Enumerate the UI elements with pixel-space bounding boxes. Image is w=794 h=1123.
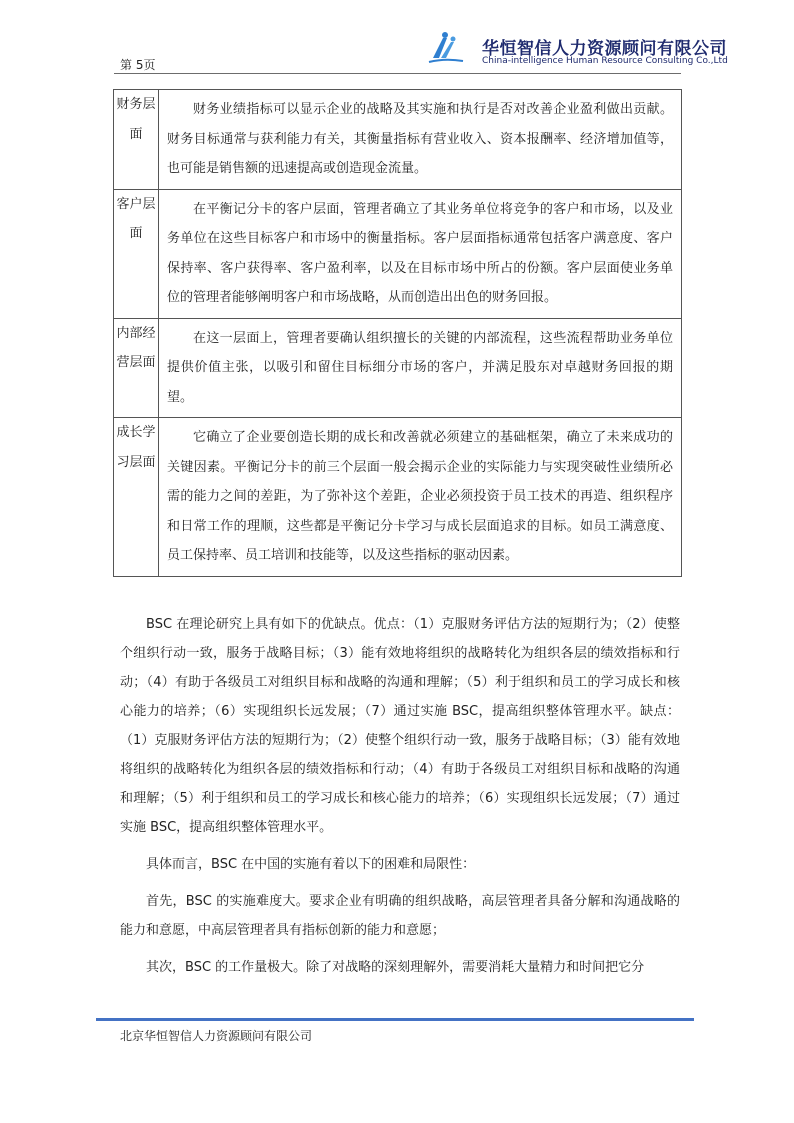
paragraph-first-difficulty: 首先，BSC 的实施难度大。要求企业有明确的组织战略，高层管理者具备分解和沟通战略的能力和意愿，中高层管理者具有指标创新的能力和意愿； <box>120 894 680 938</box>
row-label-customer: 客户层面 <box>114 189 159 318</box>
row-text-financial: 财务业绩指标可以显示企业的战略及其实施和执行是否对改善企业盈利做出贡献。财务目标通常与获利能力有关，其衡量指标有营业收入、资本报酬率、经济增加值等，也可能是销售额的迅速提高或创造现金流量。 <box>159 90 682 190</box>
table-row <box>114 318 682 418</box>
paragraph-pros-cons: BSC 在理论研究上具有如下的优缺点。优点：（1）克服财务评估方法的短期行为；（2）使整个组织行动一致，服务于战略目标；（3）能有效地将组织的战略转化为组织各层的绩效指标和行动；（4）有助于各级员工对组织目标和战略的沟通和理解；（5）利于组织和员工的学习成长和核心能力的培养；（6）实现组织长远发展；（7）通过实施 BSC，提高组织整体管理水平。缺点：（1）克服财务评估方法的短期行为；（2）使整个组织行动一致，服务于战略目标；（3）能有效地将组织的战略转化为组织各层的绩效指标和行动；（4）有助于各级员工对组织目标和战略的沟通和理解；（5）利于组织和员工的学习成长和核心能力的培养；（6）实现组织长远发展；（7）通过实施 BSC，提高组织整体管理水平。 <box>120 617 680 835</box>
row-label-learning: 成长学习层面 <box>114 418 159 577</box>
row-text-customer: 在平衡记分卡的客户层面，管理者确立了其业务单位将竞争的客户和市场，以及业务单位在这些目标客户和市场中的衡量指标。客户层面指标通常包括客户满意度、客户保持率、客户获得率、客户盈利率，以及在目标市场中所占的份额。客户层面使业务单位的管理者能够阐明客户和市场战略，从而创造出出色的财务回报。 <box>159 189 682 318</box>
table-row <box>114 418 682 577</box>
row-text-learning: 它确立了企业要创造长期的成长和改善就必须建立的基础框架，确立了未来成功的关键因素。平衡记分卡的前三个层面一般会揭示企业的实际能力与实现突破性业绩所必需的能力之间的差距，为了弥补这个差距，企业必须投资于员工技术的再造、组织程序和日常工作的理顺，这些都是平衡记分卡学习与成长层面追求的目标。如员工满意度、员工保持率、员工培训和技能等，以及这些指标的驱动因素。 <box>159 418 682 577</box>
page-number: 第 5页 <box>120 58 156 72</box>
footer-divider <box>96 1018 694 1021</box>
header-divider <box>114 73 681 74</box>
row-label-financial: 财务层面 <box>114 90 159 190</box>
table-row <box>114 189 682 318</box>
body-text <box>120 610 680 990</box>
table-row <box>114 90 682 190</box>
footer-company: 北京华恒智信人力资源顾问有限公司 <box>120 1029 313 1043</box>
row-label-internal: 内部经营层面 <box>114 318 159 418</box>
company-name-en: China-intelligence Human Resource Consulting Co.,Ltd <box>482 56 728 66</box>
company-name-cn: 华恒智信人力资源顾问有限公司 <box>482 39 727 59</box>
paragraph-intro-difficulties: 具体而言，BSC 在中国的实施有着以下的困难和局限性： <box>146 857 476 872</box>
bsc-dimension-table <box>113 89 682 577</box>
page-header <box>120 24 728 74</box>
paragraph-second-difficulty: 其次，BSC 的工作量极大。除了对战略的深刻理解外，需要消耗大量精力和时间把它分 <box>146 960 645 975</box>
company-logo <box>425 28 465 68</box>
row-text-internal: 在这一层面上，管理者要确认组织擅长的关键的内部流程，这些流程帮助业务单位提供价值主张，以吸引和留住目标细分市场的客户，并满足股东对卓越财务回报的期望。 <box>159 318 682 418</box>
